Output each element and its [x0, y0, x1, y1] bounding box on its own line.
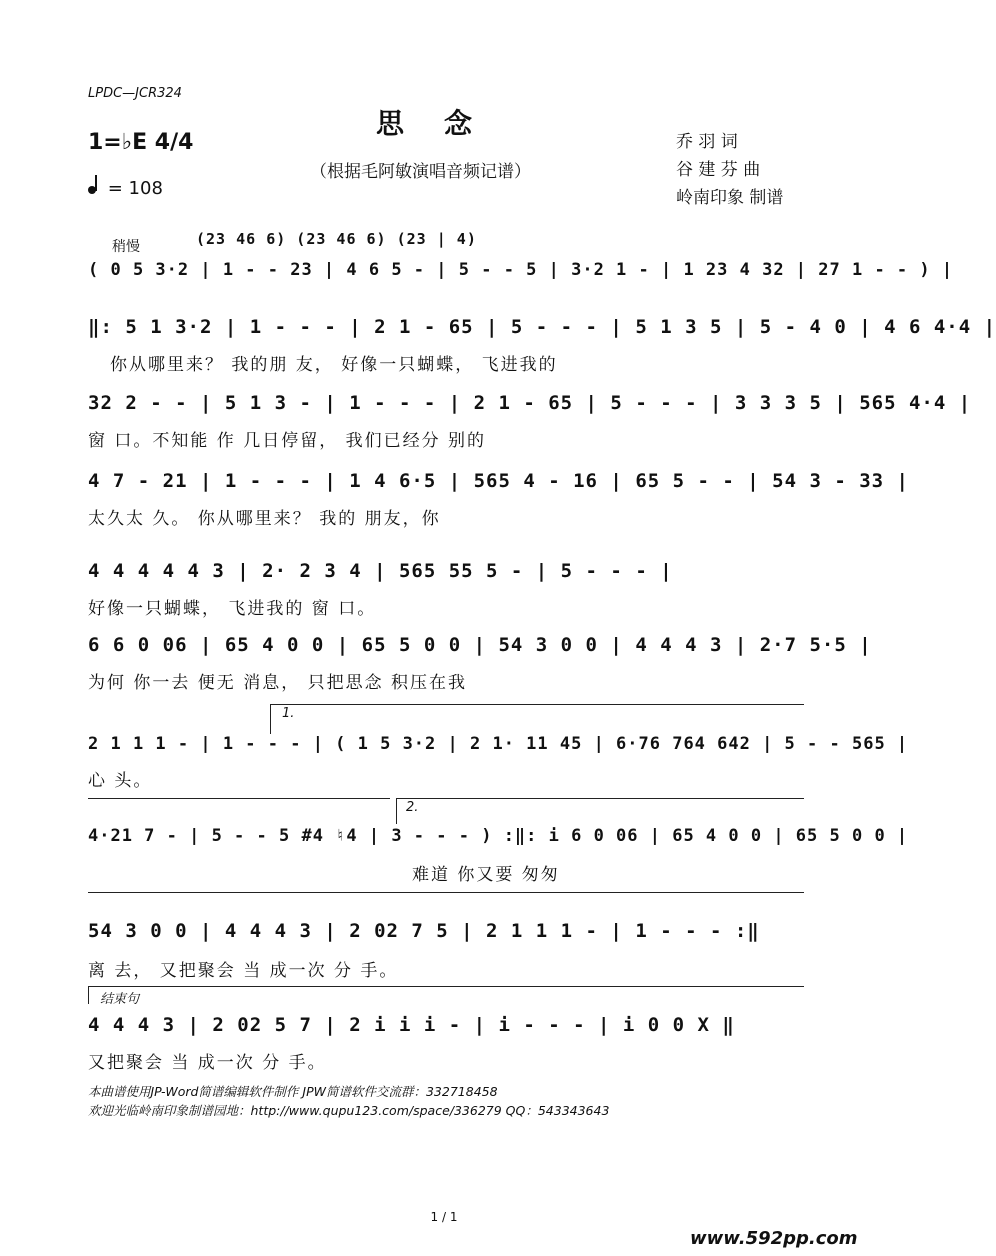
- subtitle: （根据毛阿敏演唱音频记谱）: [310, 162, 531, 182]
- volta-1-label: 1.: [282, 706, 295, 721]
- row-1-notes: ‖: 5 1 3·2 | 1 - - - | 2 1 - 65 | 5 - - - | 5 1 3 5 | 5 - 4 0 | 4 6 4·4 |: [88, 316, 996, 338]
- row-3-lyrics: 太久太 久。 你从哪里来？ 我的 朋友，你: [88, 509, 441, 529]
- volta-1-line: [270, 704, 804, 705]
- row-9-lyrics: 又把聚会 当 成一次 分 手。: [88, 1053, 327, 1073]
- row-3-notes: 4 7 - 21 | 1 - - - | 1 4 6·5 | 565 4 - 16 | 65 5 - - | 54 3 - 33 |: [88, 470, 909, 492]
- score-code: LPDC—JCR324: [88, 86, 182, 101]
- tempo-value: = 108: [107, 178, 163, 199]
- tempo-marking: 稍慢: [112, 239, 140, 255]
- row-5-notes: 6 6 0 06 | 65 4 0 0 | 65 5 0 0 | 54 3 0 0 | 4 4 4 3 | 2·7 5·5 |: [88, 634, 872, 656]
- row-4-notes: 4 4 4 4 4 3 | 2· 2 3 4 | 565 55 5 - | 5 - - - |: [88, 560, 673, 582]
- page-number: 1 / 1: [430, 1210, 458, 1224]
- grace-notes: (23 46 6) (23 46 6) (23 | 4): [196, 230, 477, 248]
- row-1-lyrics: 你从哪里来？ 我的朋 友， 好像一只蝴蝶， 飞进我的: [110, 355, 558, 375]
- volta-1-continue: [88, 798, 390, 799]
- row-7-lyrics: 难道 你又要 匆匆: [412, 865, 560, 885]
- row-8-lyrics: 离 去， 又把聚会 当 成一次 分 手。: [88, 961, 399, 981]
- volta-2-line: [396, 798, 804, 799]
- row-6-notes: 2 1 1 1 - | 1 - - - | ( 1 5 3·2 | 2 1· 11 45 | 6·76 764 642 | 5 - - 565 |: [88, 734, 909, 754]
- ending-hook: [88, 986, 89, 1004]
- footer-software: 本曲谱使用JP-Word简谱编辑软件制作 JPW简谱软件交流群：332718458: [88, 1084, 498, 1099]
- row-4-lyrics: 好像一只蝴蝶， 飞进我的 窗 口。: [88, 599, 377, 619]
- volta-2-label: 2.: [406, 800, 419, 815]
- watermark: www.592pp.com: [690, 1228, 858, 1249]
- ending-line: [88, 986, 804, 987]
- footer-website: 欢迎光临岭南印象制谱园地：http://www.qupu123.com/space/336279 QQ：543343643: [88, 1103, 610, 1118]
- volta-2-hook: [396, 798, 397, 824]
- composer: 谷 建 芬 曲: [676, 160, 761, 180]
- row-5-lyrics: 为何 你一去 便无 消息， 只把思念 积压在我: [88, 673, 468, 693]
- quarter-note-icon: [88, 186, 96, 194]
- volta-2-continue: [88, 892, 804, 893]
- ending-label: 结束句: [100, 992, 140, 1007]
- row-2-notes: 32 2 - - | 5 1 3 - | 1 - - - | 2 1 - 65 | 5 - - - | 3 3 3 5 | 565 4·4 |: [88, 392, 972, 414]
- transcriber: 岭南印象 制谱: [676, 188, 784, 208]
- lyricist: 乔 羽 词: [676, 132, 738, 152]
- credits: [676, 128, 783, 212]
- row-2-lyrics: 窗 口。不知能 作 几日停留， 我们已经分 别的: [88, 431, 487, 451]
- tempo: [88, 178, 163, 199]
- row-8-notes: 54 3 0 0 | 4 4 4 3 | 2 02 7 5 | 2 1 1 1 - | 1 - - - :‖: [88, 920, 760, 942]
- row-9-notes: 4 4 4 3 | 2 02 5 7 | 2 i i i - | i - - - | i 0 0 X ‖: [88, 1014, 735, 1036]
- page-title: 思念: [375, 107, 512, 140]
- row-6-lyrics: 心 头。: [88, 771, 153, 791]
- row-7-notes: 4·21 7 - | 5 - - 5 #4 ♮4 | 3 - - - ) :‖: i 6 0 06 | 65 4 0 0 | 65 5 0 0 |: [88, 826, 909, 846]
- volta-1-hook: [270, 704, 271, 734]
- key-signature: 1=♭E 4/4: [88, 130, 194, 155]
- intro-notes: ( 0 5 3·2 | 1 - - 23 | 4 6 5 - | 5 - - 5 | 3·2 1 - | 1 23 4 32 | 27 1 - - ) |: [88, 260, 954, 280]
